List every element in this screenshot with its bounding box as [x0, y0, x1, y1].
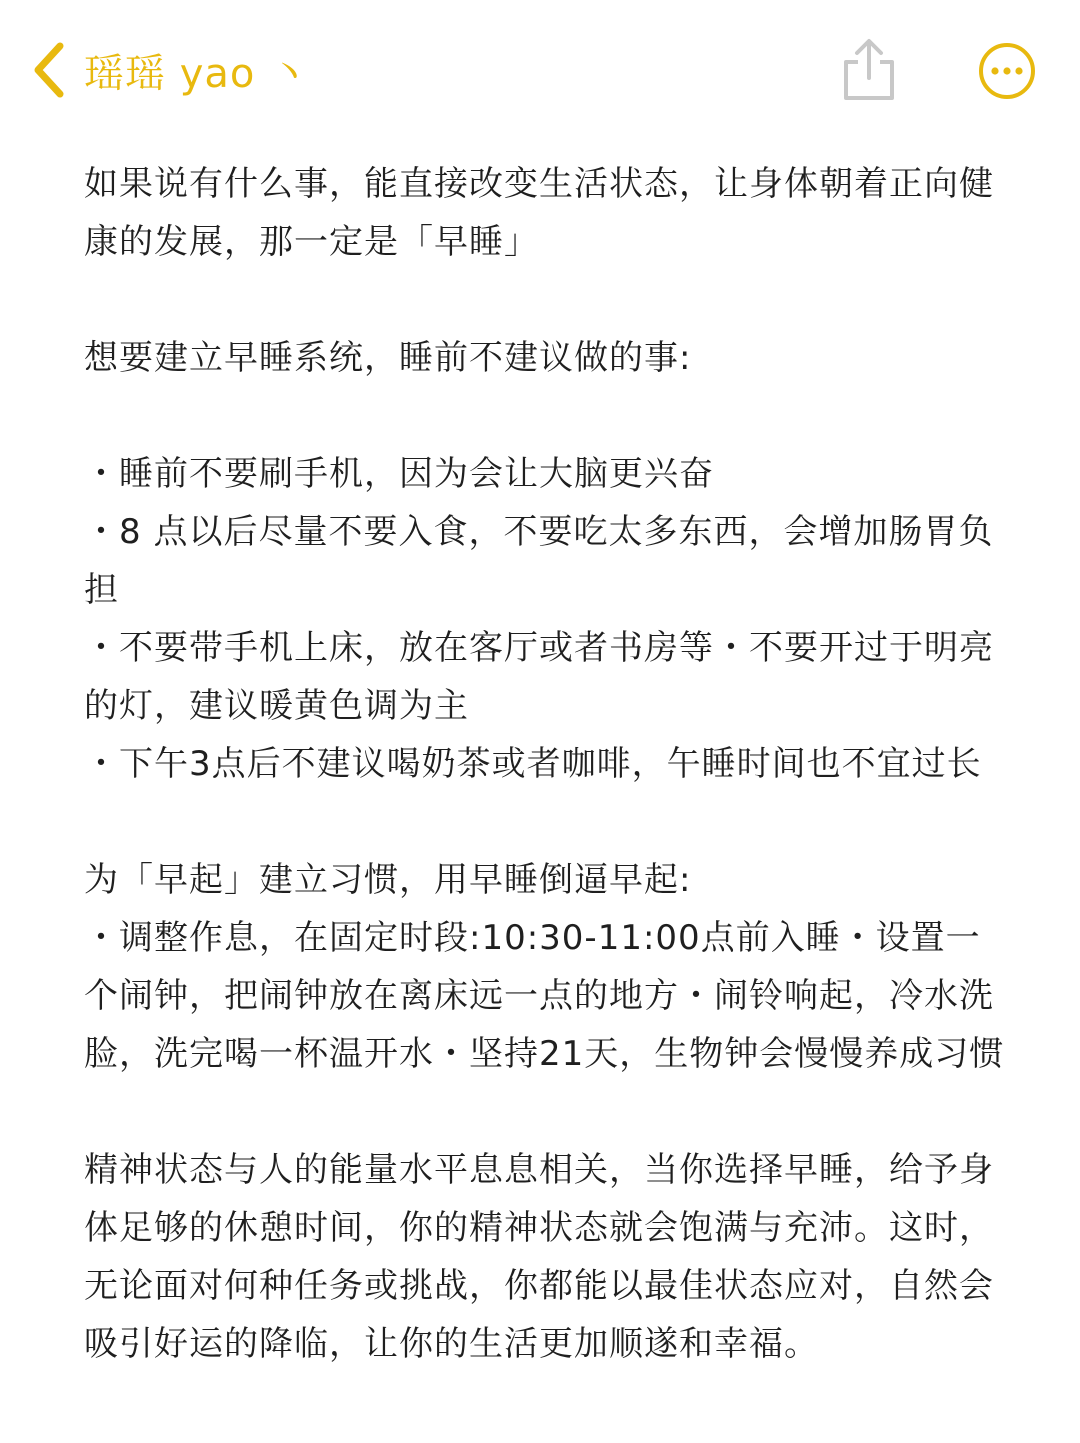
note-paragraph-heading-avoid: 想要建立早睡系统，睡前不建议做的事: [84, 338, 692, 378]
list-item: ・下午3点后不建议喝奶茶或者咖啡，午睡时间也不宜过长 [84, 744, 982, 784]
back-button[interactable] [28, 38, 310, 102]
blank-line [84, 387, 1009, 445]
more-icon [978, 42, 1036, 100]
blank-line [84, 1083, 1009, 1141]
navigation-bar [0, 0, 1080, 140]
more-button[interactable] [978, 42, 1036, 100]
list-item: ・睡前不要刷手机，因为会让大脑更兴奋 [84, 454, 714, 494]
share-icon [838, 36, 900, 102]
note-paragraph-heading-early-rise: 为「早起」建立习惯，用早睡倒逼早起: [84, 860, 692, 900]
chevron-left-icon [28, 38, 68, 102]
back-label: 瑶瑶 yao 丶 [84, 50, 311, 97]
note-paragraph-routine: ・调整作息，在固定时段:10:30-11:00点前入睡・设置一个闹钟，把闹钟放在离床远一点的地方・闹铃响起，冷水洗脸，洗完喝一杯温开水・坚持21天，生物钟会慢慢养成习惯 [84, 918, 1005, 1074]
blank-line [84, 271, 1009, 329]
note-paragraph-conclusion: 精神状态与人的能量水平息息相关，当你选择早睡，给予身体足够的休憩时间，你的精神状态就会饱满与充沛。这时，无论面对何种任务或挑战，你都能以最佳状态应对，自然会吸引好运的降临，让你的生活更加顺遂和幸福。 [84, 1150, 994, 1364]
list-item: ・不要带手机上床，放在客厅或者书房等・不要开过于明亮的灯，建议暖黄色调为主 [84, 628, 994, 726]
share-button[interactable] [838, 36, 900, 102]
note-paragraph-intro: 如果说有什么事，能直接改变生活状态，让身体朝着正向健康的发展，那一定是「早睡」 [84, 164, 994, 262]
list-item: ・8 点以后尽量不要入食，不要吃太多东西，会增加肠胃负担 [84, 512, 994, 610]
blank-line [84, 793, 1009, 851]
note-body [84, 155, 1009, 1373]
